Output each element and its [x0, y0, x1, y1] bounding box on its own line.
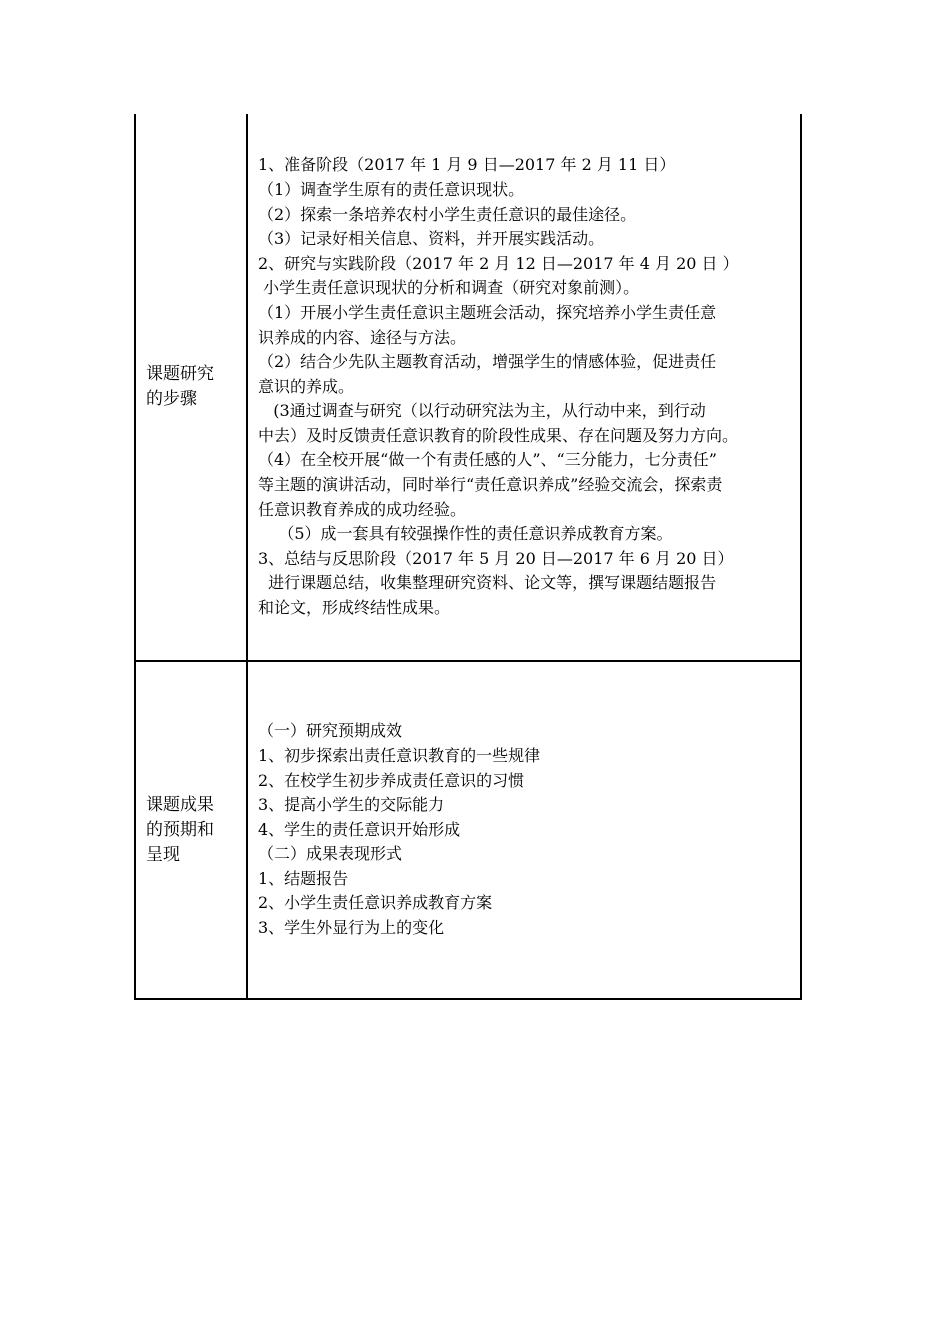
label-line: 呈现	[146, 844, 180, 865]
content-line: （3）记录好相关信息、资料，并开展实践活动。	[258, 229, 605, 249]
content-line: （一）研究预期成效	[258, 721, 403, 741]
content-line: （1）开展小学生责任意识主题班会活动，探究培养小学生责任意	[258, 302, 717, 322]
content-line: （1）调查学生原有的责任意识现状。	[258, 179, 525, 199]
content-line: （5）成一套具有较强操作性的责任意识养成教育方案。	[258, 524, 673, 544]
content-line: 等主题的演讲活动，同时举行“责任意识养成”经验交流会，探索责	[258, 475, 723, 495]
content-line: 任意识教育养成的成功经验。	[258, 499, 467, 519]
label-line: 的预期和	[146, 819, 214, 840]
content-line: 1、初步探索出责任意识教育的一些规律	[258, 745, 541, 765]
content-line: （2）结合少先队主题教育活动，增强学生的情感体验，促进责任	[258, 352, 717, 372]
content-line: 2、小学生责任意识养成教育方案	[258, 893, 493, 913]
content-line: 4、学生的责任意识开始形成	[258, 819, 461, 839]
label-line: 课题研究	[146, 364, 214, 384]
content-line: 3、总结与反思阶段（2017 年 5 月 20 日—2017 年 6 月 20 日）	[258, 548, 734, 568]
content-line: 中去）及时反馈责任意识教育的阶段性成果、存在问题及努力方向。	[258, 425, 739, 445]
research-steps-content	[247, 114, 801, 661]
row-label-expected-results	[135, 661, 247, 999]
content-line: 3、学生外显行为上的变化	[258, 918, 445, 938]
content-line: 1、结题报告	[258, 868, 349, 888]
row-label-research-steps	[135, 114, 247, 661]
content-line: 进行课题总结，收集整理研究资料、论文等，撰写课题结题报告	[258, 573, 717, 593]
content-line: 意识的养成。	[258, 376, 355, 396]
research-plan-table	[134, 114, 802, 1000]
label-line: 的步骤	[146, 389, 197, 409]
content-line: 2、研究与实践阶段（2017 年 2 月 12 日—2017 年 4 月 20 日 ）	[258, 253, 739, 273]
content-line: 和论文，形成终结性成果。	[258, 598, 451, 618]
content-line: 小学生责任意识现状的分析和调查（研究对象前测）。	[258, 278, 640, 298]
content-line: 1、准备阶段（2017 年 1 月 9 日—2017 年 2 月 11 日）	[258, 155, 676, 175]
content-line: （二）成果表现形式	[258, 844, 403, 864]
label-line: 课题成果	[146, 794, 214, 815]
content-line: （4）在全校开展“做一个有责任感的人”、“三分能力，七分责任”	[258, 450, 717, 470]
content-line: 2、在校学生初步养成责任意识的习惯	[258, 770, 525, 790]
content-line: 识养成的内容、途径与方法。	[258, 327, 467, 347]
table-row-expected-results	[135, 661, 801, 999]
expected-results-content	[247, 661, 801, 999]
content-line: （2）探索一条培养农村小学生责任意识的最佳途径。	[258, 204, 637, 224]
content-line: 3、提高小学生的交际能力	[258, 795, 445, 815]
table-row-research-steps	[135, 114, 801, 661]
content-line: (3通过调查与研究（以行动研究法为主，从行动中来，到行动	[258, 401, 706, 421]
